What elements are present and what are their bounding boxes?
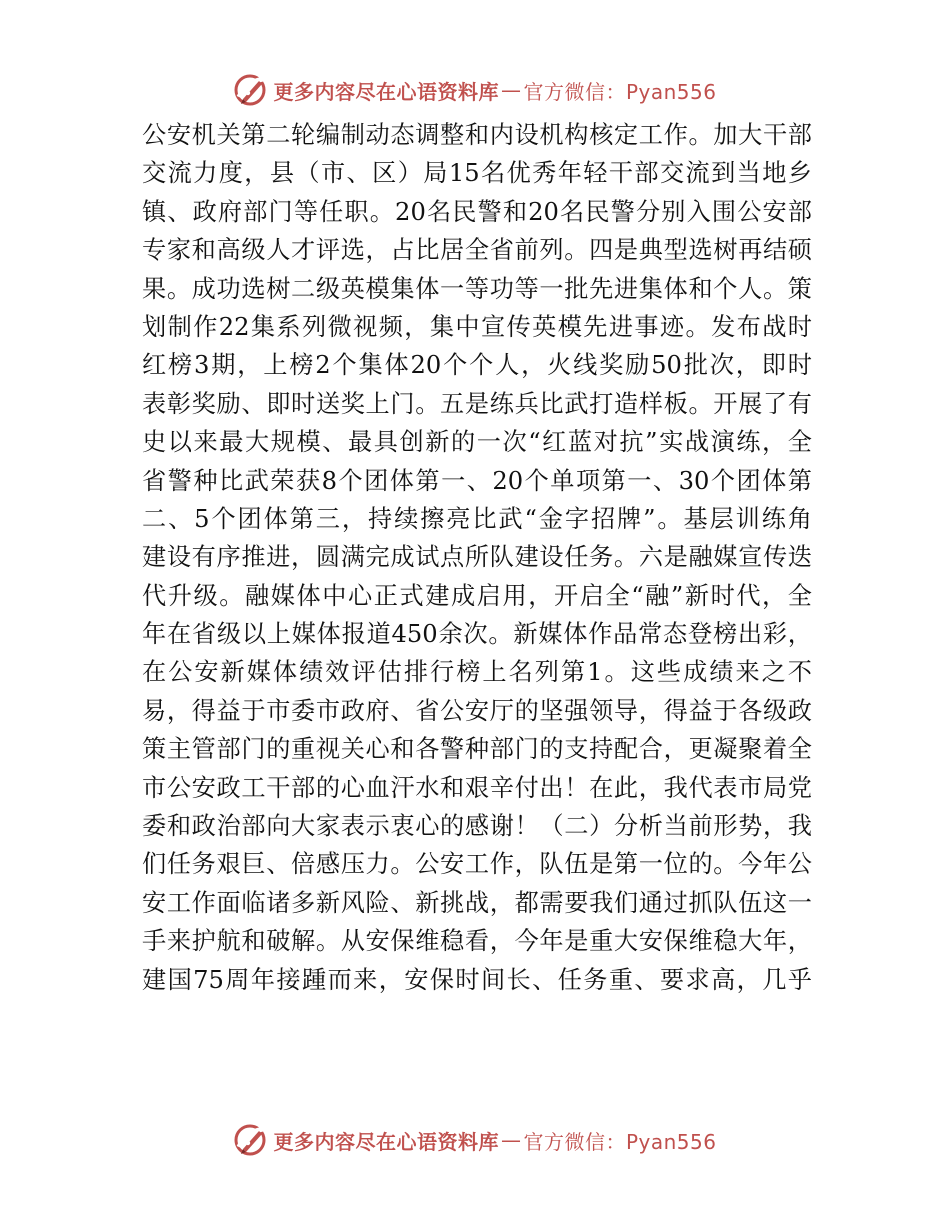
pen-logo-icon — [233, 1123, 267, 1157]
body-line: 交流力度，县（市、区）局15名优秀年轻干部交流到当地乡 — [142, 159, 812, 188]
body-line: 手来护航和破解。从安保维稳看，今年是重大安保维稳大年， — [142, 927, 812, 956]
body-line: 划制作22集系列微视频，集中宣传英模先进事迹。发布战时 — [142, 312, 812, 341]
body-line: 表彰奖励、即时送奖上门。五是练兵比武打造样板。开展了有 — [142, 389, 812, 418]
watermark-separator: — — [500, 1128, 522, 1152]
header-watermark — [0, 70, 950, 110]
watermark-separator: — — [500, 78, 522, 102]
body-line: 史以来最大规模、最具创新的一次“红蓝对抗”实战演练，全 — [142, 428, 812, 457]
body-line: 在公安新媒体绩效评估排行榜上名列第1。这些成绩来之不 — [142, 658, 812, 687]
body-line: 红榜3期，上榜2个集体20个个人，火线奖励50批次，即时 — [142, 351, 812, 380]
body-line: 们任务艰巨、倍感压力。公安工作，队伍是第一位的。今年公 — [142, 850, 812, 879]
body-line: 建国75周年接踵而来，安保时间长、任务重、要求高，几乎 — [142, 965, 812, 994]
document-body — [142, 116, 812, 999]
body-line: 专家和高级人才评选，占比居全省前列。四是典型选树再结硕 — [142, 236, 812, 265]
body-line: 市公安政工干部的心血汗水和艰辛付出！在此，我代表市局党 — [142, 773, 812, 802]
body-line: 果。成功选树二级英模集体一等功等一批先进集体和个人。策 — [142, 274, 812, 303]
body-line: 公安机关第二轮编制动态调整和内设机构核定工作。加大干部 — [142, 121, 812, 149]
watermark-contact: 官方微信：Pyan556 — [523, 79, 717, 104]
body-line: 二、5个团体第三，持续擦亮比武“金字招牌”。基层训练角 — [142, 504, 812, 533]
body-line: 安工作面临诸多新风险、新挑战，都需要我们通过抓队伍这一 — [142, 888, 812, 917]
body-line: 易，得益于市委市政府、省公安厅的坚强领导，得益于各级政 — [142, 696, 812, 725]
pen-logo-icon — [233, 73, 267, 107]
body-line: 年在省级以上媒体报道450余次。新媒体作品常态登榜出彩， — [142, 620, 812, 649]
body-line: 建设有序推进，圆满完成试点所队建设任务。六是融媒宣传迭 — [142, 543, 812, 572]
body-line: 代升级。融媒体中心正式建成启用，开启全“融”新时代，全 — [142, 581, 812, 610]
body-line: 省警种比武荣获8个团体第一、20个单项第一、30个团体第 — [142, 466, 812, 495]
watermark-text: 更多内容尽在心语资料库 — [273, 1129, 499, 1154]
footer-watermark — [0, 1120, 950, 1160]
watermark-text: 更多内容尽在心语资料库 — [273, 79, 499, 104]
body-line: 镇、政府部门等任职。20名民警和20名民警分别入围公安部 — [142, 197, 812, 226]
body-line: 委和政治部向大家表示衷心的感谢！（二）分析当前形势，我 — [142, 812, 812, 841]
watermark-contact: 官方微信：Pyan556 — [523, 1129, 717, 1154]
body-line: 策主管部门的重视关心和各警种部门的支持配合，更凝聚着全 — [142, 735, 812, 764]
